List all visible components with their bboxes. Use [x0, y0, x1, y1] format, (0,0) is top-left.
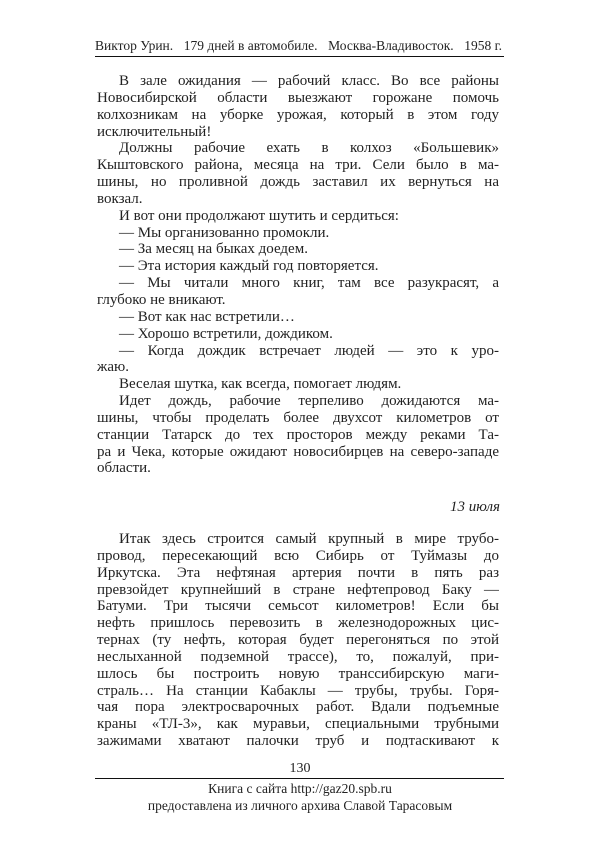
header-rule: [95, 56, 504, 57]
text-line: зажимами хватают палочки труб и подтаскивают к: [97, 733, 499, 750]
text-line: области.: [97, 460, 151, 477]
footer-line-1: Книга с сайта http://gaz20.spb.ru: [208, 781, 392, 796]
text-line: Батуми. Три тысячи семьсот километров! Если бы: [97, 598, 499, 615]
page-number: 130: [289, 761, 311, 776]
text-line: колхозникам на уборке урожая, который в этом году: [97, 106, 499, 123]
text-line: — Мы организованно промокли.: [119, 224, 330, 241]
text-line: Новосибирской области выезжают горожане помочь: [97, 89, 499, 106]
text-line: жаю.: [97, 359, 129, 376]
text-block-2: [97, 531, 499, 750]
text-line: Кыштовского района, месяца на три. Сели было в ма-: [97, 157, 499, 174]
text-line: Иркутска. Эта нефтяная артерия почти в пять раз: [97, 564, 499, 581]
text-line: шины, чтобы проделать более двухсот километров от: [97, 409, 499, 426]
text-line: страль… На станции Кабаклы — трубы, трубы. Горя-: [97, 682, 499, 699]
text-line: Должны рабочие ехать в колхоз «Большевик»: [119, 140, 499, 157]
text-line: вокзал.: [97, 190, 143, 207]
text-line: чая пора электросварочных работ. Вдали подъемные: [97, 699, 499, 716]
footer-rule: [95, 778, 504, 779]
text-line: станции Татарск до тех просторов между реками Та-: [97, 426, 499, 443]
text-line: — Вот как нас встретили…: [119, 308, 295, 325]
text-line: ра и Чека, которые ожидают новосибирцев на северо-западе: [97, 443, 499, 460]
text-line: неслыханной подземной трассе), то, пожалуй, при-: [97, 648, 499, 665]
text-line: превзойдет крупнейший в стране нефтепровод Баку —: [97, 581, 499, 598]
text-line: глубоко не вникают.: [97, 291, 226, 308]
text-line: шины, но проливной дождь заставил их вернуться на: [97, 174, 499, 191]
text-line: нефть пришлось перевозить в железнодорожных цис-: [97, 615, 499, 632]
text-line: Идет дождь, рабочие терпеливо дожидаются ма-: [119, 393, 499, 410]
text-line: шлось бы построить новую транссибирскую маги-: [97, 665, 499, 682]
text-line: — Мы читали много книг, там все разукрасят, а: [119, 275, 499, 292]
text-line: тернах (ту нефть, которая будет перегоняться по этой: [97, 632, 499, 649]
text-line: краны «ТЛ-3», как муравьи, специальными трубными: [97, 716, 499, 733]
text-line: — Эта история каждый год повторяется.: [119, 258, 379, 275]
text-line: Итак здесь строится самый крупный в мире трубо-: [119, 531, 499, 547]
date-heading: 13 июля: [450, 499, 500, 515]
text-line: исключительный!: [97, 123, 212, 140]
header-year: 1958 г.: [464, 38, 502, 53]
header-route: Москва-Владивосток.: [328, 38, 454, 53]
footer-line-2: предоставлена из личного архива Славой Тарасовым: [147, 798, 453, 813]
text-line: — Когда дождик встречает людей — это к уро-: [119, 342, 499, 359]
text-line: провод, пересекающий всю Сибирь от Туймазы до: [97, 547, 499, 564]
text-block-1: [97, 73, 499, 477]
text-line: — Хорошо встретили, дождиком.: [119, 325, 333, 342]
header-author: Виктор Урин.: [95, 38, 174, 53]
text-line: Веселая шутка, как всегда, помогает людям.: [119, 376, 402, 393]
header-title: 179 дней в автомобиле.: [183, 38, 318, 53]
text-line: В зале ожидания — рабочий класс. Во все районы: [119, 73, 499, 89]
running-header: [95, 38, 502, 54]
text-line: — За месяц на быках доедем.: [119, 241, 308, 258]
text-line: И вот они продолжают шутить и сердиться:: [119, 207, 399, 224]
